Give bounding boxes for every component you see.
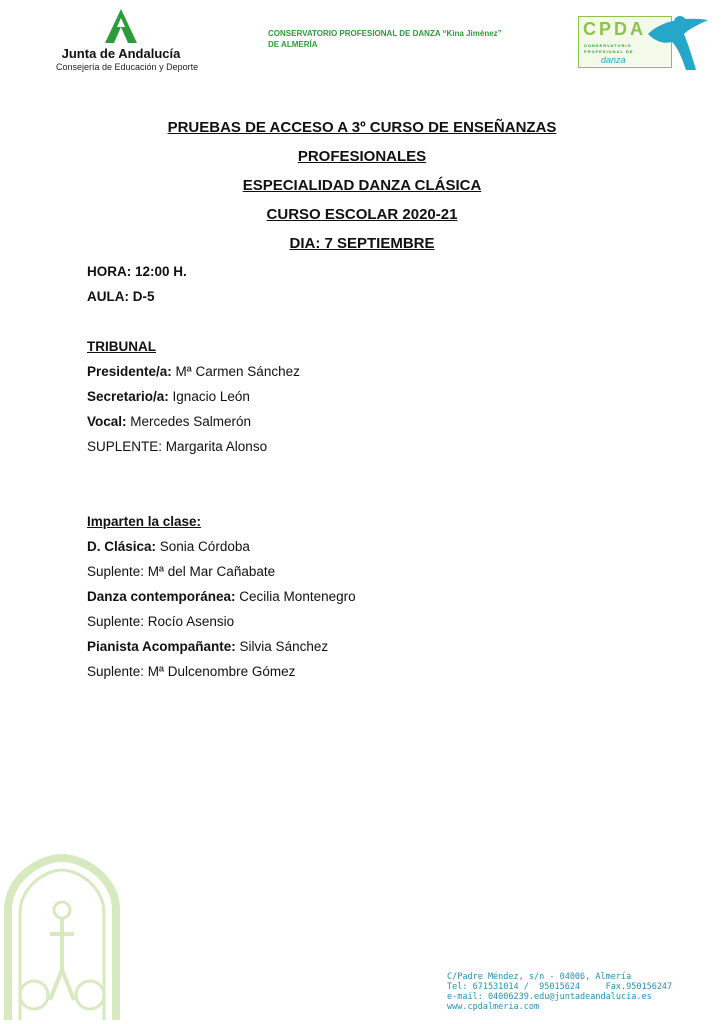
junta-subtitle: Consejería de Educación y Deporte bbox=[56, 62, 199, 72]
dancer-icon bbox=[642, 14, 718, 72]
aula: AULA: D-5 bbox=[87, 289, 155, 304]
document-body bbox=[87, 259, 356, 684]
conservatorio-name bbox=[268, 28, 558, 50]
cpda-subtitle-line-1: CONSERVATORIO bbox=[584, 43, 632, 48]
secretario-row bbox=[87, 384, 356, 409]
footer-phones: Tel: 671531014 / 95015624 Fax.950156247 bbox=[447, 982, 673, 992]
pianista-row bbox=[87, 634, 356, 659]
pianista-suplente: Suplente: Mª Dulcenombre Gómez bbox=[87, 664, 296, 679]
footer-email: e-mail: 04006239.edu@juntadeandalucia.es bbox=[447, 992, 652, 1002]
hora: HORA: 12:00 H. bbox=[87, 264, 187, 279]
presidente-label: Presidente/a: bbox=[87, 364, 172, 379]
contemporanea-row bbox=[87, 584, 356, 609]
clasica-row bbox=[87, 534, 356, 559]
clasica-label: D. Clásica: bbox=[87, 539, 157, 554]
tribunal-heading: TRIBUNAL bbox=[87, 339, 156, 354]
clasica-suplente: Suplente: Mª del Mar Cañabate bbox=[87, 564, 276, 579]
pianista-value: Silvia Sánchez bbox=[235, 639, 329, 654]
junta-andalucia-logo bbox=[56, 8, 199, 74]
clasica-value: Sonia Córdoba bbox=[156, 539, 250, 554]
conservatorio-line-2: DE ALMERÍA bbox=[268, 40, 318, 49]
spacer bbox=[87, 309, 356, 334]
cpda-logo bbox=[578, 16, 718, 72]
cpda-danza: danza bbox=[601, 55, 626, 65]
andalucia-emblem-watermark bbox=[0, 850, 125, 1024]
clase-heading: Imparten la clase: bbox=[87, 514, 202, 529]
title-line-2: PROFESIONALES bbox=[297, 148, 427, 165]
contemporanea-label: Danza contemporánea: bbox=[87, 589, 236, 604]
vocal-label: Vocal: bbox=[87, 414, 127, 429]
contemporanea-value: Cecilia Montenegro bbox=[235, 589, 356, 604]
tribunal-suplente: SUPLENTE: Margarita Alonso bbox=[87, 439, 268, 454]
presidente-value: Mª Carmen Sánchez bbox=[171, 364, 300, 379]
contemporanea-suplente: Suplente: Rocío Asensio bbox=[87, 614, 235, 629]
footer-address: C/Padre Méndez, s/n - 04006, Almería bbox=[447, 972, 632, 982]
cpda-subtitle bbox=[584, 43, 634, 55]
title-line-5: DIA: 7 SEPTIEMBRE bbox=[289, 235, 435, 252]
spacer bbox=[87, 484, 356, 509]
cpda-subtitle-line-2: PROFESIONAL DE bbox=[584, 49, 634, 54]
spacer bbox=[87, 459, 356, 484]
footer-contact bbox=[447, 972, 672, 1012]
conservatorio-line-1: CONSERVATORIO PROFESIONAL DE DANZA “Kina Jiménez” bbox=[268, 29, 502, 38]
title-line-4: CURSO ESCOLAR 2020-21 bbox=[266, 206, 458, 223]
junta-a-icon bbox=[104, 8, 138, 44]
cpda-letters: CPDA bbox=[583, 19, 647, 39]
secretario-value: Ignacio León bbox=[168, 389, 250, 404]
title-line-3: ESPECIALIDAD DANZA CLÁSICA bbox=[242, 177, 482, 194]
title-line-1: PRUEBAS DE ACCESO A 3º CURSO DE ENSEÑANZAS bbox=[167, 119, 557, 136]
vocal-value: Mercedes Salmerón bbox=[126, 414, 252, 429]
footer-web: www.cpdalmeria.com bbox=[447, 1002, 540, 1012]
title-block bbox=[0, 113, 724, 258]
secretario-label: Secretario/a: bbox=[87, 389, 169, 404]
pianista-label: Pianista Acompañante: bbox=[87, 639, 236, 654]
presidente-row bbox=[87, 359, 356, 384]
junta-name: Junta de Andalucía bbox=[61, 46, 181, 61]
vocal-row bbox=[87, 409, 356, 434]
